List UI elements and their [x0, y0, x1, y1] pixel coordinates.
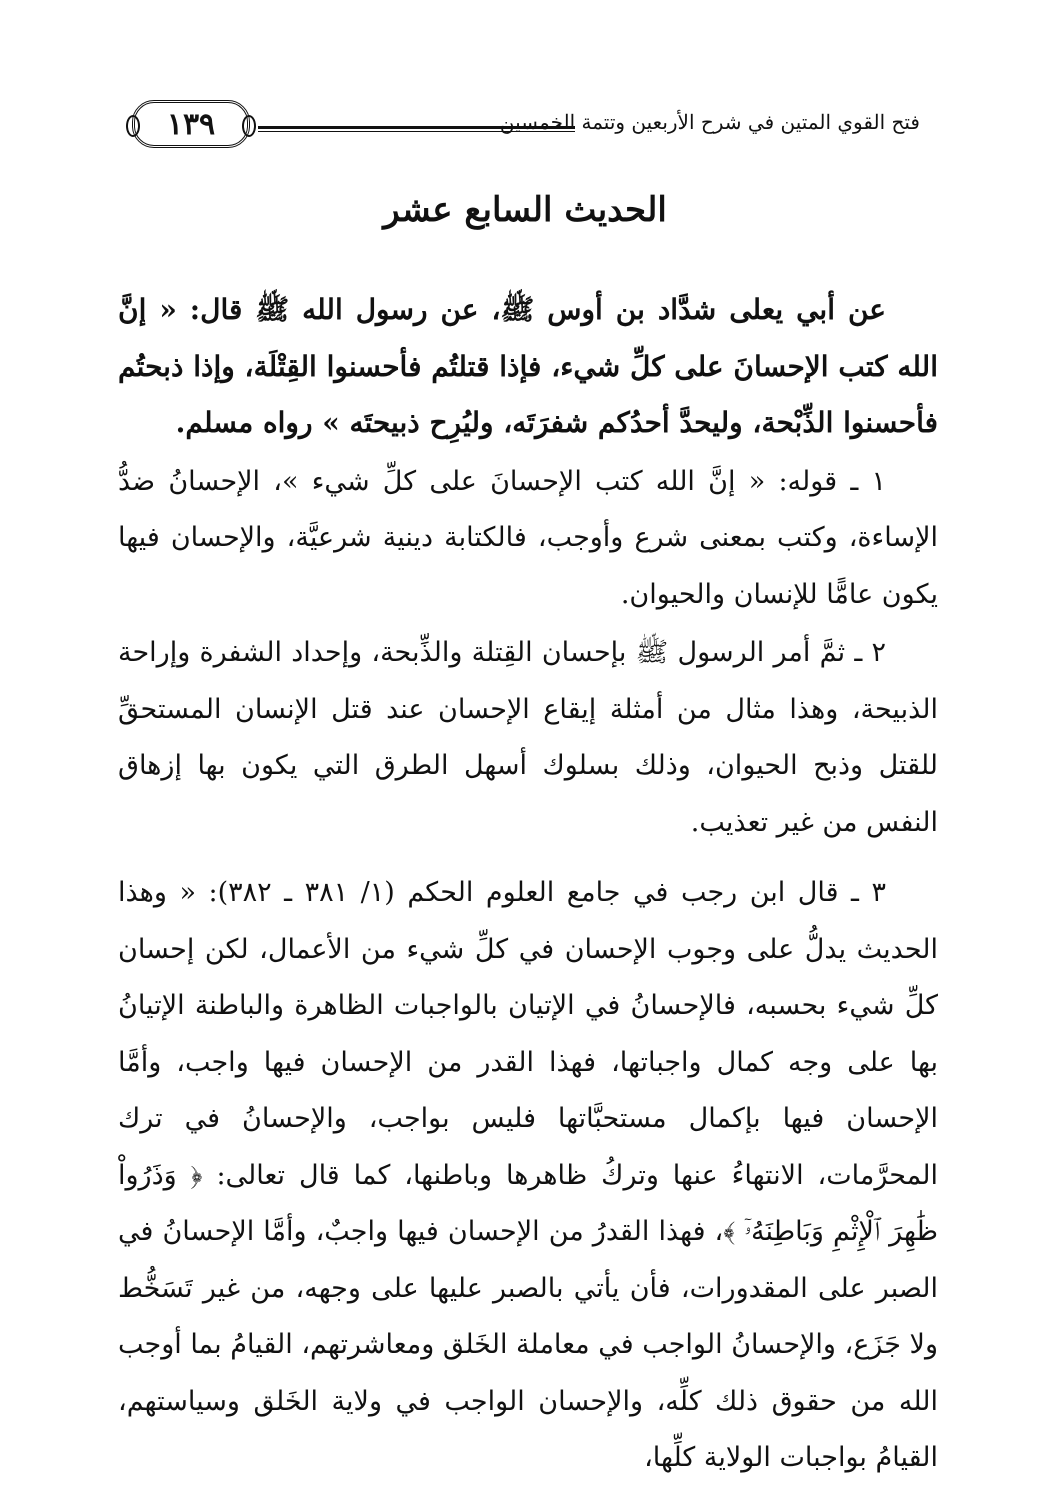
commentary-paragraph-2: ٢ ـ ثمَّ أمر الرسول ﷺ بإحسان القِتلة والذِّبحة، وإحداد الشفرة وإراحة الذبيحة، وهذا مثال من أمثلة إيقاع الإحسان عند قتل الإنسان المستحقِّ للقتل وذبح الحيوان، وذلك بسلوك أسهل الطرق التي يكون بها إزهاق النفس من غير تعذيب.: [118, 637, 938, 838]
body-text: [118, 282, 938, 1487]
page-header: [130, 96, 920, 156]
running-title: فتح القوي المتين في شرح الأربعين وتتمة الخمسين: [499, 110, 920, 134]
header-rule: [258, 126, 575, 132]
hadith-title: الحديث السابع عشر: [383, 190, 667, 230]
page-number-frame: [132, 100, 250, 148]
commentary-paragraph-3: ٣ ـ قال ابن رجب في جامع العلوم الحكم (١/ ٣٨١ ـ ٣٨٢): « وهذا الحديث يدلُّ على وجوب الإحسان في كلِّ شيء من الأعمال، لكن إحسان كلِّ شيء بحسبه، فالإحسانُ في الإتيان بالواجبات الظاهرة والباطنة الإتيانُ بها على وجه كمال واجباتها، فهذا القدر من الإحسان فيها واجب، وأمَّا الإحسان فيها بإكمال مستحبَّاتها فليس بواجب، والإحسانُ في ترك المحرَّمات، الانتهاءُ عنها وتركُ ظاهرها وباطنها، كما قال تعالى: ﴿ وَذَرُواْ ظَٰهِرَ ٱلْإِثْمِ وَبَاطِنَهُۥٓ ﴾، فهذا القدرُ من الإحسان فيها واجبٌ، وأمَّا الإحسانُ في الصبر على المقدورات، فأن يأتي بالصبر عليها على وجهه، من غير تَسَخُّط ولا جَزَع، والإحسانُ الواجب في معاملة الخَلق ومعاشرتهم، القيامُ بما أوجب الله من حقوق ذلك كلِّه، والإحسان الواجب في ولاية الخَلق وسياستهم، القيامُ بواجبات الولاية كلِّها،: [118, 877, 938, 1473]
commentary-paragraph-1: ١ ـ قوله: « إنَّ الله كتب الإحسانَ على كلِّ شيء »، الإحسانُ ضدُّ الإساءة، وكتب بمعنى شرع وأوجب، فالكتابة دينية شرعيَّة، والإحسان فيها يكون عامًّا للإنسان والحيوان.: [118, 465, 938, 610]
page-number: ١٣٩: [166, 107, 216, 142]
hadith-text: عن أبي يعلى شدَّاد بن أوس ﷺ، عن رسول الله ﷺ قال: « إنَّ الله كتب الإحسانَ على كلِّ شيء، فإذا قتلتُم فأحسنوا القِتْلَة، وإذا ذبحتُم فأحسنوا الذِّبْحة، وليحدَّ أحدُكم شفرَتَه، وليُرِح ذبيحتَه » رواه مسلم.: [118, 293, 938, 439]
